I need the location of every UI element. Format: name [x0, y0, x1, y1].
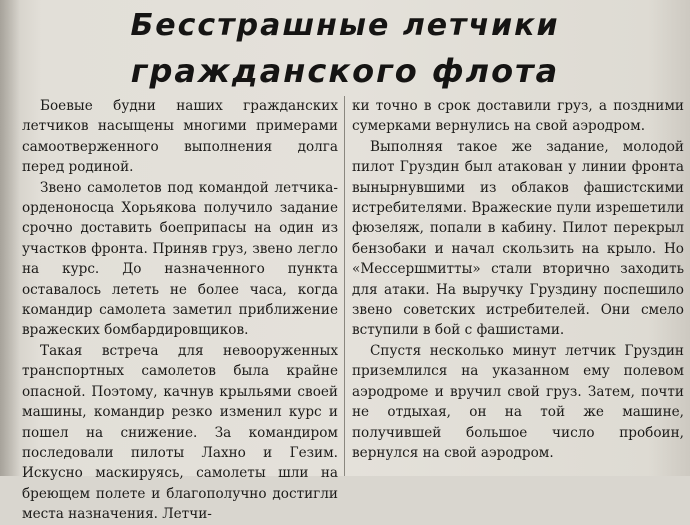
headline-line-2: гражданского флота	[130, 52, 560, 90]
article-paragraph: Боевые будни наших гражданских летчиков насыщены многими примерами самоотверженного выполнения долга перед родиной.	[22, 98, 338, 176]
article-paragraph: Звено самолетов под командой летчика-орденоносца Хорьякова получило задание срочно доставить боеприпасы на один из участков фронта. Приняв груз, звено легло на курс. До назначенного пункта оставалось лететь не более часа, когда командир самолета заметил приближение вражеских бомбардировщиков.	[22, 179, 338, 339]
article-paragraph: Такая встреча для невооруженных транспортных самолетов была крайне опасной. Поэтому, качнув крыльями своей машины, командир резко изменил курс и пошел на снижение. За командиром последовали пилоты Лахно и Гезим. Искусно маскируясь, самолеты шли на бреющем полете и благополучно достигли места назначения. Летчи-	[22, 342, 338, 523]
article-column-right	[352, 96, 684, 476]
article-column-left	[22, 96, 338, 523]
headline-line-1: Бесстрашные летчики	[130, 8, 560, 43]
article-paragraph: Спустя несколько минут летчик Груздин приземлился на указанном ему полевом аэродроме и вручил свой груз. Затем, почти не отдыхая, он на той же машине, получившей большое число пробоин, вернулся на свой аэродром.	[352, 342, 684, 461]
article-paragraph-continuation: ки точно в срок доставили груз, а поздними сумерками вернулись на свой аэродром.	[352, 98, 684, 135]
column-divider	[344, 96, 345, 476]
article-paragraph: Выполняя такое же задание, молодой пилот Груздин был атакован у линии фронта вынырнувшими из облаков фашистскими истребителями. Вражеские пули изрешетили фюзеляж, попали в кабину. Пилот перекрыл бензобаки и начал скользить на крыло. Но «Мессершмитты» стали вторично заходить для атаки. На выручку Груздину поспешило звено советских истребителей. Они смело вступили в бой с фашистами.	[352, 138, 684, 339]
